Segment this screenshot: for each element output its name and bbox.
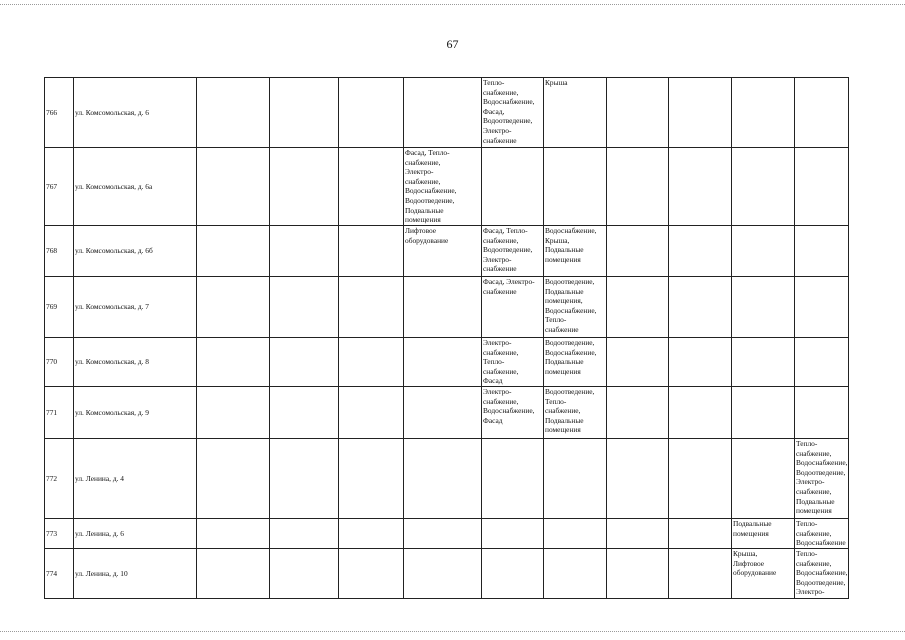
works-cell: Тепло- снабжение, Водоснабжение, Водоотведение, Электро- снабжение, Подвальные помещения	[795, 439, 849, 519]
works-cell	[482, 148, 544, 226]
repair-schedule-table	[44, 77, 849, 599]
works-cell: Водоотведение, Подвальные помещения, Водоснабжение, Тепло- снабжение	[544, 277, 607, 338]
works-cell	[404, 387, 482, 439]
row-number: 769	[45, 277, 74, 338]
works-cell	[795, 338, 849, 387]
works-cell	[544, 439, 607, 519]
row-number: 768	[45, 226, 74, 277]
works-cell: Фасад, Тепло- снабжение, Водоотведение, Электро- снабжение	[482, 226, 544, 277]
address-cell: ул. Ленина, д. 6	[74, 519, 197, 549]
works-cell	[404, 439, 482, 519]
works-cell	[795, 148, 849, 226]
table-row	[45, 387, 849, 439]
table-row	[45, 277, 849, 338]
works-cell	[795, 226, 849, 277]
works-cell: Электро- снабжение, Водоснабжение, Фасад	[482, 387, 544, 439]
row-number: 774	[45, 549, 74, 599]
table-row	[45, 338, 849, 387]
works-cell	[732, 439, 795, 519]
address-cell: ул. Комсомольская, д. 6б	[74, 226, 197, 277]
works-cell	[732, 226, 795, 277]
works-cell	[795, 387, 849, 439]
works-cell	[732, 148, 795, 226]
page-number: 67	[446, 37, 459, 51]
works-cell: Тепло- снабжение, Водоснабжение	[795, 519, 849, 549]
table-row	[45, 78, 849, 148]
works-cell	[404, 549, 482, 599]
works-cell: Фасад, Электро- снабжение	[482, 277, 544, 338]
address-cell: ул. Комсомольская, д. 9	[74, 387, 197, 439]
works-cell	[482, 549, 544, 599]
scan-bottom-edge	[0, 631, 905, 634]
address-cell: ул. Ленина, д. 4	[74, 439, 197, 519]
address-cell: ул. Ленина, д. 10	[74, 549, 197, 599]
table-row	[45, 439, 849, 519]
works-cell	[544, 519, 607, 549]
works-cell: Тепло- снабжение, Водоснабжение, Водоотведение, Электро-	[795, 549, 849, 599]
address-cell: ул. Комсомольская, д. 7	[74, 277, 197, 338]
works-cell	[544, 549, 607, 599]
works-cell	[482, 519, 544, 549]
table-row	[45, 519, 849, 549]
works-cell: Фасад, Тепло- снабжение, Электро- снабжение, Водоснабжение, Водоотведение, Подвальные помещения	[404, 148, 482, 226]
works-cell	[544, 148, 607, 226]
row-number: 771	[45, 387, 74, 439]
works-cell	[404, 519, 482, 549]
row-number: 773	[45, 519, 74, 549]
works-cell: Крыша	[544, 78, 607, 148]
works-cell: Крыша, Лифтовое оборудование	[732, 549, 795, 599]
table-row	[45, 549, 849, 599]
row-number: 772	[45, 439, 74, 519]
row-number: 766	[45, 78, 74, 148]
works-cell	[404, 338, 482, 387]
works-cell	[732, 78, 795, 148]
works-cell	[732, 387, 795, 439]
works-cell: Подвальные помещения	[732, 519, 795, 549]
works-cell: Электро- снабжение, Тепло- снабжение, Фасад	[482, 338, 544, 387]
row-number: 770	[45, 338, 74, 387]
works-cell: Тепло- снабжение, Водоснабжение, Фасад, Водоотведение, Электро- снабжение	[482, 78, 544, 148]
works-cell	[404, 277, 482, 338]
address-cell: ул. Комсомольская, д. 6	[74, 78, 197, 148]
scan-top-edge	[0, 4, 905, 7]
works-cell: Водоснабжение, Крыша, Подвальные помещения	[544, 226, 607, 277]
works-cell: Лифтовое оборудование	[404, 226, 482, 277]
works-cell	[732, 338, 795, 387]
table-row	[45, 226, 849, 277]
works-cell	[482, 439, 544, 519]
works-cell	[404, 78, 482, 148]
address-cell: ул. Комсомольская, д. 6а	[74, 148, 197, 226]
works-cell	[795, 78, 849, 148]
works-cell: Водоотведение, Водоснабжение, Подвальные помещения	[544, 338, 607, 387]
row-number: 767	[45, 148, 74, 226]
table-row	[45, 148, 849, 226]
works-cell	[732, 277, 795, 338]
works-cell	[795, 277, 849, 338]
works-cell: Водоотведение, Тепло- снабжение, Подвальные помещения	[544, 387, 607, 439]
address-cell: ул. Комсомольская, д. 8	[74, 338, 197, 387]
